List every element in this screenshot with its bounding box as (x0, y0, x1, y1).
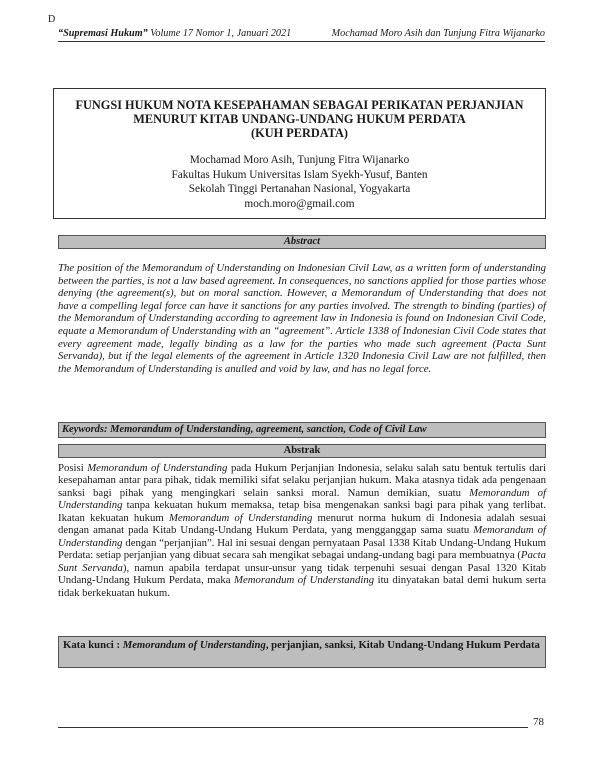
abstrak-italic: Memorandum of Understanding (87, 462, 228, 474)
title-line: (KUH PERDATA) (251, 126, 348, 140)
keywords-bar: Keywords: Memorandum of Understanding, agreement, sanction, Code of Civil Law (58, 422, 546, 438)
running-head-journal (58, 28, 291, 39)
abstrak-text: dengan “perjanjian”. Hal ini sesuai dengan pernyataan Pasal 1338 Kitab Undang-Undang Hukum Perdata: setiap perjanjian yang dibuat secara sah mengikat sebagai undang-undang bagi para membuatnya ( (58, 536, 546, 562)
kata-kunci-label: Kata kunci : (63, 639, 123, 651)
title-box (53, 88, 546, 219)
journal-volume: Volume 17 Nomor 1, Januari 2021 (150, 28, 292, 39)
title-line: FUNGSI HUKUM NOTA KESEPAHAMAN SEBAGAI PERIKATAN PERJANJIAN (75, 98, 524, 112)
corner-mark: D (48, 14, 56, 25)
running-head (58, 28, 545, 42)
abstrak-italic: Memorandum of Understanding (168, 511, 313, 524)
abstrak-text: menurut norma hukum di Indonesia adalah sesuai dengan amanat pada Kitab Undang-Undang Hukum Perdata, yang mengganggap sama suatu (58, 511, 546, 537)
abstrak-italic: Memorandum of Understanding (58, 486, 546, 512)
abstrak-heading: Abstrak (58, 444, 546, 458)
abstract-heading: Abstract (58, 235, 546, 249)
journal-name: “Supremasi Hukum” (58, 28, 148, 39)
abstrak-text: ), namun apabila terdapat unsur-unsur yang tidak terpenuhi sesuai dengan Pasal 1320 Kitab Undang-Undang Hukum Perdata, maka (58, 561, 546, 587)
kata-kunci-italic: Memorandum of Understanding (122, 639, 266, 651)
abstrak-text: tanpa kekuatan hukum memaksa, tetap bisa mengenakan sanksi bagi para pihak yang terlibat. Ikatan kekuatan hukum (58, 499, 546, 524)
author-block (54, 153, 545, 211)
author-names: Mochamad Moro Asih, Tunjung Fitra Wijanarko (189, 154, 410, 166)
kata-kunci-text: , perjanjian, sanksi, Kitab Undang-Undang Hukum Perdata (265, 639, 540, 651)
abstrak-text: Posisi (58, 462, 88, 474)
affiliation: Fakultas Hukum Universitas Islam Syekh-Yusuf, Banten (171, 168, 428, 181)
abstract-body: The position of the Memorandum of Understanding on Indonesian Civil Law, as a written form of understanding between the parties, is not a law based agreement. In consequences, no sanctions applied for those parties whose denying (the agreement(s), but on moral sanction. However, a Memorandum of Understanding that does not have a compelling legal force can have it sanctions for any parties involved. The strength to binding (parties) of the Memorandum of Understanding according to agreement law in Indonesia is found on Indonesian Civil Code, equate a Memorandum of Understanding with an “agreement”. Article 1338 of Indonesian Civil Code states that every agreement made, legally binding as a law for the parties who made such agreement (Pacta Sunt Servanda), but if the legal elements of the agreement in Article 1320 Indonesia Civil Law are not fulfilled, then the Memorandum of Understanding is anulled and void by law, and has no legal force. (58, 262, 546, 375)
abstrak-text: pada Hukum Perjanjian Indonesia, selaku salah satu bentuk tertulis dari kesepahaman antar para pihak, tidak memiliki sifat selaku perjanjian hukum. Maka atasnya tidak ada pengenaan sanksi bagi pihak yang mengingkari selain sanksi moral. Namun demikian, suatu (58, 462, 546, 499)
abstrak-body (58, 462, 546, 599)
abstrak-italic: Memorandum of Understanding (233, 574, 375, 587)
kata-kunci-box (58, 636, 546, 668)
abstrak-italic: Memorandum of Understanding (58, 524, 546, 549)
paper-title (74, 98, 525, 140)
author-email: moch.moro@gmail.com (244, 197, 355, 210)
abstrak-italic: Pacta Sunt Servanda (58, 549, 546, 574)
page-number: 78 (533, 716, 544, 728)
footer-rule (58, 727, 528, 728)
affiliation: Sekolah Tinggi Pertanahan Nasional, Yogyakarta (188, 183, 411, 195)
title-line: MENURUT KITAB UNDANG-UNDANG HUKUM PERDATA (133, 112, 466, 126)
running-head-authors: Mochamad Moro Asih dan Tunjung Fitra Wijanarko (331, 28, 545, 39)
abstrak-text: itu dinyatakan batal demi hukum serta tidak berkekuatan hukum. (58, 574, 546, 599)
